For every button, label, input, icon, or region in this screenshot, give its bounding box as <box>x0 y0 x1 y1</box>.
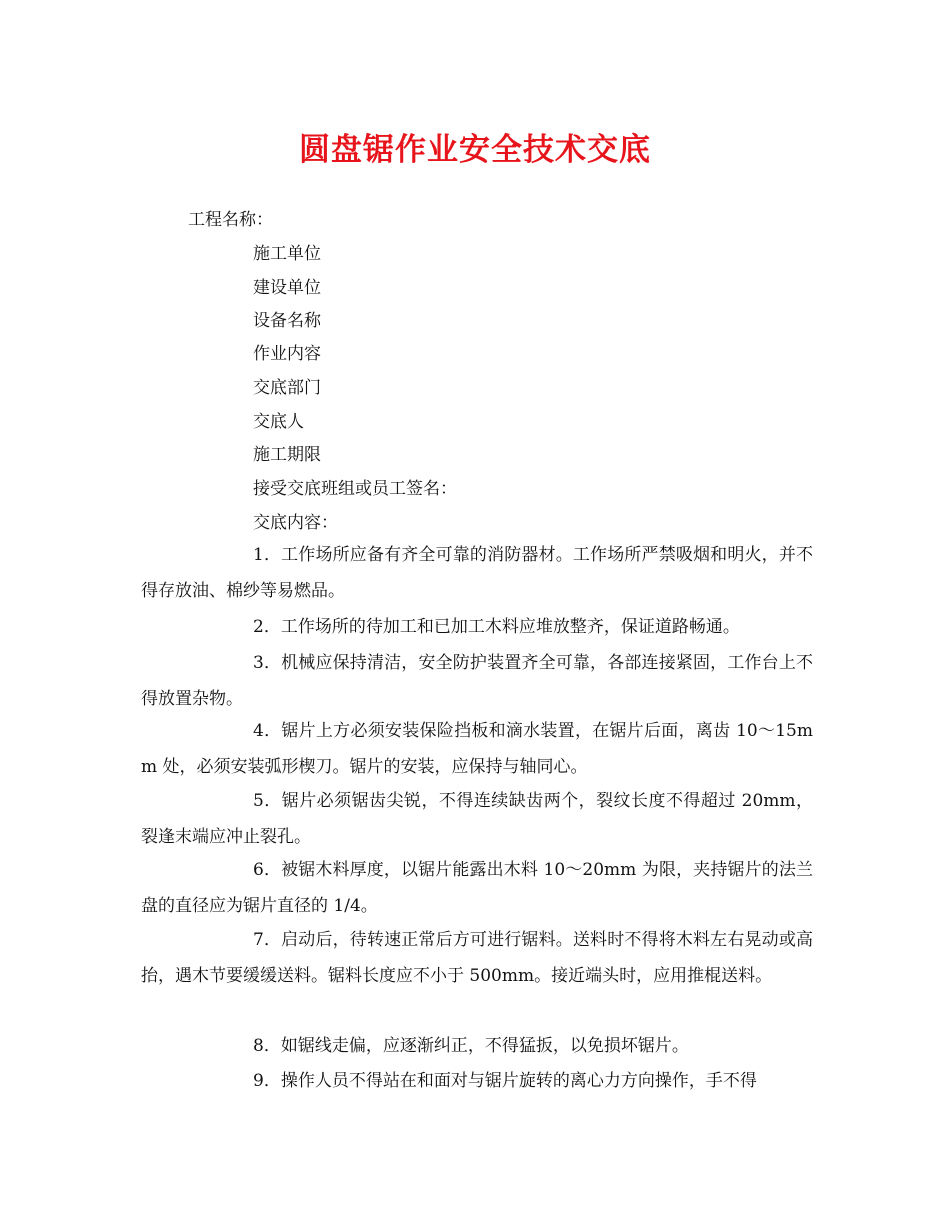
field-construction-period: 施工期限 <box>253 445 321 465</box>
field-signature-label: 接受交底班组或员工签名： <box>253 479 457 499</box>
safety-item-2: 2．工作场所的待加工和已加工木料应堆放整齐，保证道路畅通。 <box>253 617 740 637</box>
safety-item-4: 4．锯片上方必须安装保险挡板和滴水装置，在锯片后面，离齿 10～15mm 处，必须安装弧形楔刀。锯片的安装，应保持与轴同心。 <box>141 721 813 777</box>
field-briefing-person: 交底人 <box>253 412 304 432</box>
safety-item-1: 1．工作场所应备有齐全可靠的消防器材。工作场所严禁吸烟和明火，并不得存放油、棉纱等易燃品。 <box>141 545 813 601</box>
field-construction-unit: 施工单位 <box>253 244 321 264</box>
safety-item-9: 9．操作人员不得站在和面对与锯片旋转的离心力方向操作，手不得 <box>253 1071 757 1091</box>
field-work-content: 作业内容 <box>253 344 321 364</box>
safety-item-3: 3．机械应保持清洁，安全防护装置齐全可靠，各部连接紧固，工作台上不得放置杂物。 <box>141 653 813 709</box>
safety-item-5: 5．锯片必须锯齿尖锐，不得连续缺齿两个，裂纹长度不得超过 20mm，裂逢末端应冲止裂孔。 <box>141 791 813 847</box>
field-developer-unit: 建设单位 <box>253 278 321 298</box>
document-title: 圆盘锯作业安全技术交底 <box>299 132 651 168</box>
safety-item-7: 7．启动后，待转速正常后方可进行锯料。送料时不得将木料左右晃动或高抬，遇木节要缓缓送料。锯料长度应不小于 500mm。接近端头时，应用推棍送料。 <box>141 930 813 986</box>
safety-item-8: 8．如锯线走偏，应逐渐纠正，不得猛扳，以免损坏锯片。 <box>253 1036 689 1056</box>
project-name-label: 工程名称： <box>188 210 273 230</box>
field-briefing-department: 交底部门 <box>253 378 321 398</box>
field-briefing-content-label: 交底内容： <box>253 513 338 533</box>
safety-item-6: 6．被锯木料厚度，以锯片能露出木料 10～20mm 为限，夹持锯片的法兰盘的直径应为锯片直径的 1/4。 <box>141 860 813 916</box>
field-equipment-name: 设备名称 <box>253 311 321 331</box>
